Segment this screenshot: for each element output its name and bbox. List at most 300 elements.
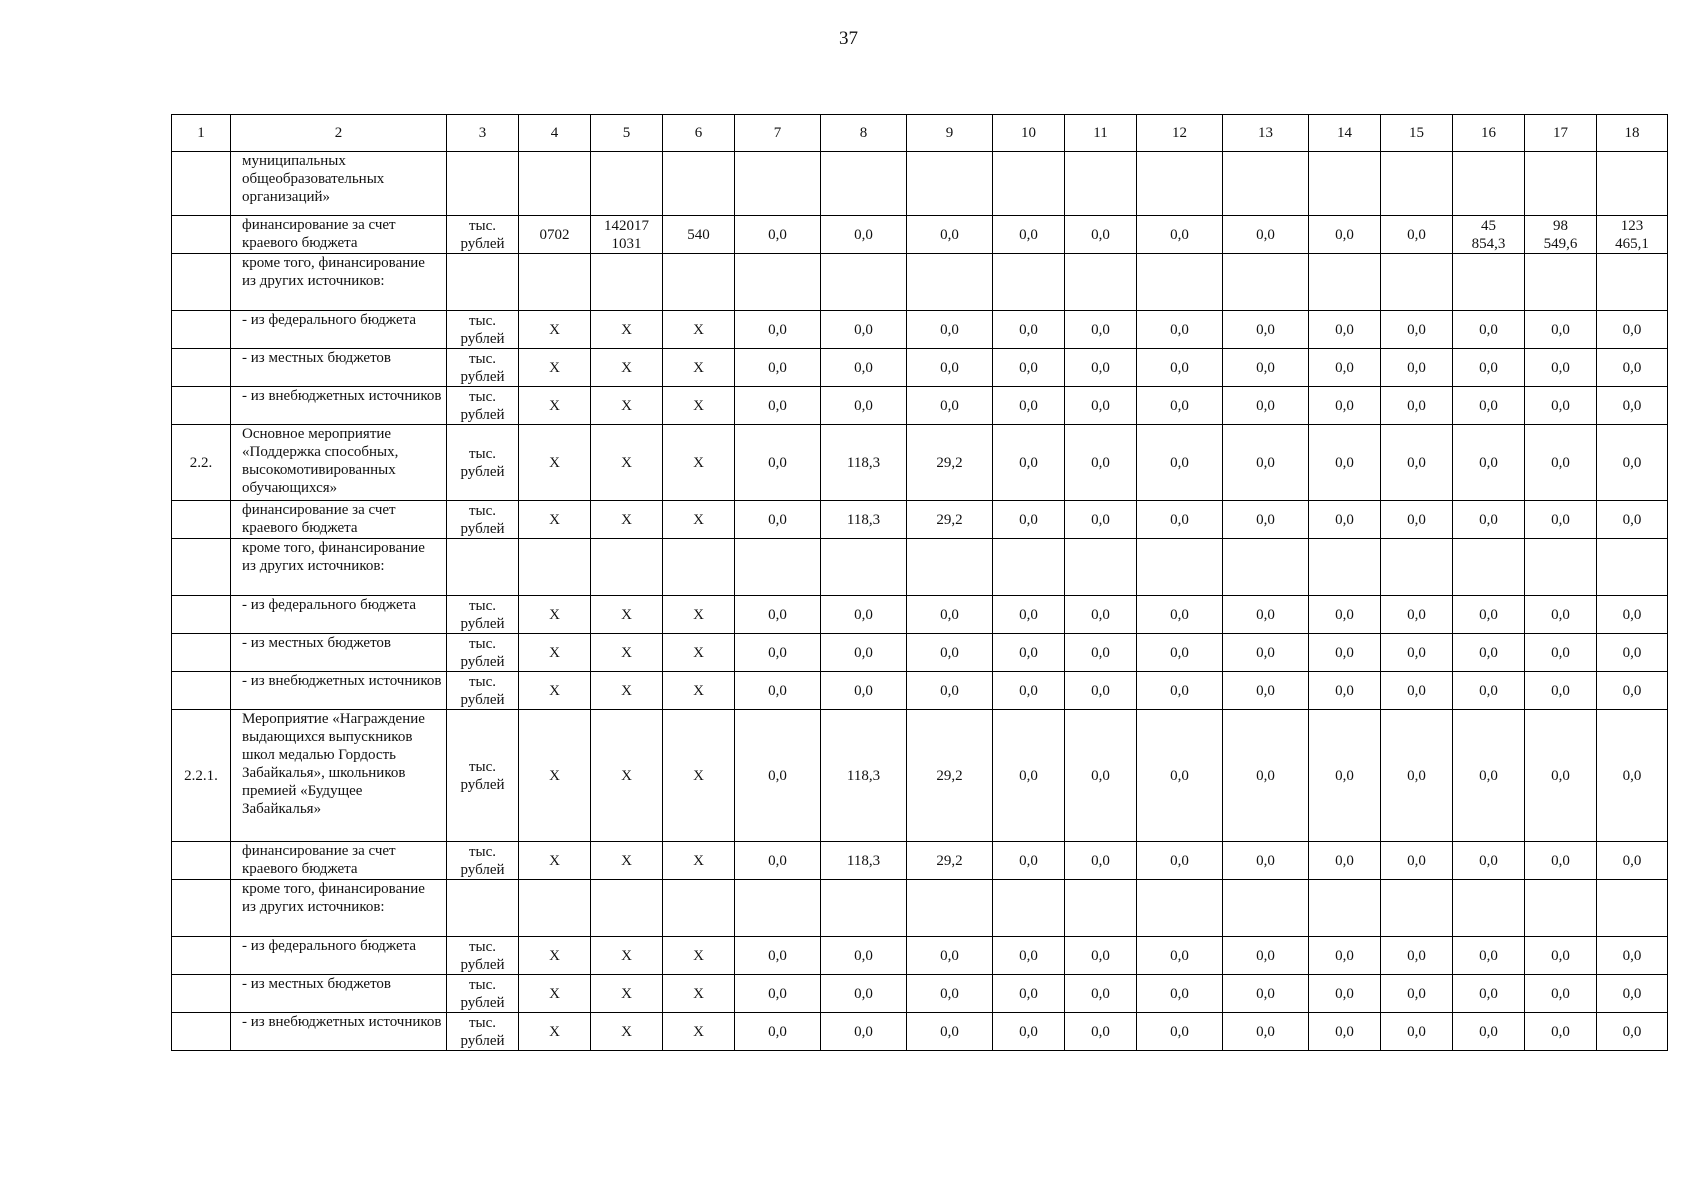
row-value: 0,0 (1137, 387, 1223, 425)
row-value: 0,0 (1525, 501, 1597, 539)
row-value: 0,0 (735, 1013, 821, 1051)
row-value: 0,0 (1453, 842, 1525, 880)
row-value: 0,0 (1381, 937, 1453, 975)
header-cell: 11 (1065, 115, 1137, 152)
table-row (172, 501, 1668, 539)
row-value (1223, 880, 1309, 937)
row-value: 0,0 (1137, 1013, 1223, 1051)
row-code-6: Х (663, 596, 735, 634)
row-code-4 (519, 880, 591, 937)
row-code-4: Х (519, 975, 591, 1013)
row-value: 0,0 (1597, 311, 1668, 349)
header-cell: 9 (907, 115, 993, 152)
row-code-6: Х (663, 501, 735, 539)
row-value: 0,0 (907, 672, 993, 710)
row-value: 0,0 (907, 216, 993, 254)
row-name: - из федерального бюджета (231, 311, 447, 349)
row-number (172, 152, 231, 216)
row-value: 118,3 (821, 710, 907, 842)
row-value: 0,0 (1309, 842, 1381, 880)
row-value: 0,0 (1137, 425, 1223, 501)
row-value: 45 854,3 (1453, 216, 1525, 254)
row-code-6: Х (663, 634, 735, 672)
row-name: - из федерального бюджета (231, 937, 447, 975)
header-cell: 3 (447, 115, 519, 152)
row-code-5 (591, 880, 663, 937)
row-value (993, 152, 1065, 216)
row-value (1137, 539, 1223, 596)
table-row (172, 349, 1668, 387)
row-value: 0,0 (993, 425, 1065, 501)
row-name: Мероприятие «Награждение выдающихся выпускников школ медалью Гордость Забайкалья», школьников премией «Будущее Забайкалья» (231, 710, 447, 842)
row-value: 0,0 (993, 596, 1065, 634)
row-value: 0,0 (993, 710, 1065, 842)
row-code-5: Х (591, 710, 663, 842)
row-value: 0,0 (1597, 425, 1668, 501)
row-value (1525, 539, 1597, 596)
table-row (172, 387, 1668, 425)
row-number (172, 880, 231, 937)
row-value: 0,0 (821, 975, 907, 1013)
row-value (1597, 152, 1668, 216)
row-value (1381, 254, 1453, 311)
row-value (1065, 880, 1137, 937)
row-value: 0,0 (907, 349, 993, 387)
row-value: 0,0 (735, 349, 821, 387)
row-value: 0,0 (1065, 1013, 1137, 1051)
row-value: 0,0 (1309, 937, 1381, 975)
row-value: 0,0 (1381, 710, 1453, 842)
row-value (907, 254, 993, 311)
row-unit: тыс. рублей (447, 1013, 519, 1051)
row-value: 0,0 (821, 1013, 907, 1051)
row-value: 0,0 (993, 1013, 1065, 1051)
row-value: 29,2 (907, 501, 993, 539)
row-value: 0,0 (993, 387, 1065, 425)
row-unit: тыс. рублей (447, 349, 519, 387)
row-code-4 (519, 152, 591, 216)
row-value (1309, 880, 1381, 937)
row-value: 0,0 (1525, 1013, 1597, 1051)
row-number (172, 216, 231, 254)
row-value: 0,0 (1223, 1013, 1309, 1051)
row-value: 0,0 (821, 216, 907, 254)
row-value: 0,0 (993, 634, 1065, 672)
header-cell: 4 (519, 115, 591, 152)
row-value: 0,0 (1065, 710, 1137, 842)
row-code-4: Х (519, 596, 591, 634)
row-code-6: Х (663, 672, 735, 710)
row-name: - из внебюджетных источников (231, 672, 447, 710)
row-number (172, 842, 231, 880)
row-value (1597, 880, 1668, 937)
row-code-4 (519, 539, 591, 596)
row-code-5: 142017 1031 (591, 216, 663, 254)
row-value: 0,0 (1597, 842, 1668, 880)
row-unit: тыс. рублей (447, 311, 519, 349)
row-value: 0,0 (993, 975, 1065, 1013)
row-value: 0,0 (1453, 1013, 1525, 1051)
row-value: 0,0 (735, 425, 821, 501)
row-value: 0,0 (1223, 634, 1309, 672)
row-code-6 (663, 254, 735, 311)
table-row (172, 634, 1668, 672)
row-value: 98 549,6 (1525, 216, 1597, 254)
row-value (993, 880, 1065, 937)
row-unit: тыс. рублей (447, 975, 519, 1013)
row-value (1309, 539, 1381, 596)
row-value: 0,0 (907, 634, 993, 672)
row-code-6: Х (663, 975, 735, 1013)
row-value: 0,0 (1525, 842, 1597, 880)
row-value: 0,0 (1223, 975, 1309, 1013)
row-value: 0,0 (1453, 387, 1525, 425)
row-number: 2.2. (172, 425, 231, 501)
row-value: 0,0 (1137, 349, 1223, 387)
row-code-5 (591, 254, 663, 311)
row-value: 0,0 (1223, 387, 1309, 425)
row-unit: тыс. рублей (447, 501, 519, 539)
row-value: 0,0 (1597, 1013, 1668, 1051)
row-value (821, 539, 907, 596)
row-value: 0,0 (1137, 311, 1223, 349)
row-number (172, 672, 231, 710)
row-value: 0,0 (1137, 710, 1223, 842)
header-row (172, 115, 1668, 152)
row-value (1525, 880, 1597, 937)
row-name: финансирование за счет краевого бюджета (231, 842, 447, 880)
row-value: 29,2 (907, 842, 993, 880)
row-value: 29,2 (907, 710, 993, 842)
row-value: 0,0 (1309, 387, 1381, 425)
table-row (172, 1013, 1668, 1051)
header-cell: 10 (993, 115, 1065, 152)
row-code-4: Х (519, 501, 591, 539)
row-value (907, 539, 993, 596)
row-value: 0,0 (907, 1013, 993, 1051)
row-value: 0,0 (735, 311, 821, 349)
row-value: 0,0 (1223, 937, 1309, 975)
row-number (172, 349, 231, 387)
row-value: 0,0 (821, 387, 907, 425)
row-value (1065, 152, 1137, 216)
row-value: 0,0 (907, 975, 993, 1013)
row-code-5: Х (591, 672, 663, 710)
row-value: 0,0 (1525, 710, 1597, 842)
row-value: 0,0 (1309, 216, 1381, 254)
row-value: 0,0 (821, 672, 907, 710)
row-code-5: Х (591, 842, 663, 880)
row-value: 0,0 (1223, 842, 1309, 880)
row-value: 0,0 (1309, 349, 1381, 387)
row-value: 118,3 (821, 425, 907, 501)
row-value: 0,0 (1223, 596, 1309, 634)
row-name: кроме того, финансирование из других источников: (231, 254, 447, 311)
row-value (993, 254, 1065, 311)
row-value: 0,0 (735, 672, 821, 710)
row-number (172, 387, 231, 425)
header-cell: 14 (1309, 115, 1381, 152)
row-unit (447, 152, 519, 216)
row-value: 0,0 (1065, 387, 1137, 425)
row-code-6: Х (663, 710, 735, 842)
row-code-4: Х (519, 349, 591, 387)
header-cell: 15 (1381, 115, 1453, 152)
row-number: 2.2.1. (172, 710, 231, 842)
row-value: 0,0 (1309, 1013, 1381, 1051)
row-value (1137, 152, 1223, 216)
row-value (1223, 254, 1309, 311)
row-value (1065, 254, 1137, 311)
row-value: 0,0 (1453, 425, 1525, 501)
row-value: 0,0 (1137, 634, 1223, 672)
table-row (172, 152, 1668, 216)
row-name: - из местных бюджетов (231, 975, 447, 1013)
row-unit: тыс. рублей (447, 842, 519, 880)
row-value: 0,0 (1381, 596, 1453, 634)
row-code-6: Х (663, 937, 735, 975)
row-unit: тыс. рублей (447, 634, 519, 672)
row-value: 0,0 (1453, 634, 1525, 672)
header-cell: 6 (663, 115, 735, 152)
row-code-4: 0702 (519, 216, 591, 254)
row-value: 0,0 (1525, 596, 1597, 634)
row-value: 0,0 (1597, 937, 1668, 975)
table-row (172, 311, 1668, 349)
row-value (1453, 152, 1525, 216)
header-cell: 7 (735, 115, 821, 152)
row-value: 123 465,1 (1597, 216, 1668, 254)
row-value: 0,0 (1381, 425, 1453, 501)
row-value: 0,0 (1223, 425, 1309, 501)
row-value: 0,0 (993, 216, 1065, 254)
row-number (172, 311, 231, 349)
row-value: 0,0 (993, 501, 1065, 539)
header-cell: 2 (231, 115, 447, 152)
row-code-4: Х (519, 387, 591, 425)
row-code-4: Х (519, 842, 591, 880)
row-value: 0,0 (1065, 672, 1137, 710)
header-cell: 18 (1597, 115, 1668, 152)
row-number (172, 1013, 231, 1051)
row-value: 0,0 (1525, 672, 1597, 710)
row-value: 0,0 (1065, 349, 1137, 387)
row-code-4 (519, 254, 591, 311)
row-value: 0,0 (735, 501, 821, 539)
row-name: кроме того, финансирование из других источников: (231, 539, 447, 596)
row-value: 0,0 (1525, 349, 1597, 387)
row-value: 0,0 (1065, 596, 1137, 634)
row-value: 0,0 (1453, 311, 1525, 349)
table-row (172, 880, 1668, 937)
row-value: 0,0 (735, 596, 821, 634)
row-unit (447, 539, 519, 596)
row-value: 0,0 (1525, 311, 1597, 349)
row-unit: тыс. рублей (447, 425, 519, 501)
row-value (1065, 539, 1137, 596)
row-number (172, 254, 231, 311)
row-value (1137, 254, 1223, 311)
row-name: - из федерального бюджета (231, 596, 447, 634)
row-value: 0,0 (1137, 216, 1223, 254)
row-code-5: Х (591, 596, 663, 634)
row-code-4: Х (519, 311, 591, 349)
row-value (1597, 254, 1668, 311)
row-value (1309, 152, 1381, 216)
row-name: финансирование за счет краевого бюджета (231, 216, 447, 254)
row-value: 0,0 (735, 387, 821, 425)
header-cell: 8 (821, 115, 907, 152)
row-value: 0,0 (1137, 842, 1223, 880)
row-value: 0,0 (1381, 842, 1453, 880)
row-value: 0,0 (735, 842, 821, 880)
row-code-4: Х (519, 937, 591, 975)
table-row (172, 254, 1668, 311)
row-name: финансирование за счет краевого бюджета (231, 501, 447, 539)
row-value (735, 254, 821, 311)
row-value: 0,0 (821, 596, 907, 634)
row-code-5: Х (591, 501, 663, 539)
row-number (172, 596, 231, 634)
row-code-5 (591, 152, 663, 216)
row-value (1525, 152, 1597, 216)
row-value: 0,0 (993, 311, 1065, 349)
row-name: - из внебюджетных источников (231, 1013, 447, 1051)
row-value: 0,0 (1597, 975, 1668, 1013)
row-value (1137, 880, 1223, 937)
row-value (1223, 539, 1309, 596)
row-value: 0,0 (1137, 937, 1223, 975)
table-body (172, 115, 1668, 1051)
row-value: 0,0 (1381, 349, 1453, 387)
row-code-6: Х (663, 349, 735, 387)
row-value (735, 880, 821, 937)
row-value: 0,0 (1597, 596, 1668, 634)
row-number (172, 634, 231, 672)
row-value: 0,0 (1223, 501, 1309, 539)
row-value: 0,0 (1453, 596, 1525, 634)
row-name: муниципальных общеобразовательных организаций» (231, 152, 447, 216)
row-unit: тыс. рублей (447, 672, 519, 710)
row-value: 0,0 (1381, 501, 1453, 539)
row-value: 0,0 (1453, 672, 1525, 710)
row-value: 118,3 (821, 842, 907, 880)
row-value: 0,0 (1065, 937, 1137, 975)
row-value: 0,0 (1453, 501, 1525, 539)
budget-table (171, 114, 1668, 1051)
row-value: 0,0 (1065, 501, 1137, 539)
row-value: 0,0 (1453, 710, 1525, 842)
row-value (1597, 539, 1668, 596)
row-code-6 (663, 880, 735, 937)
row-value: 0,0 (1597, 634, 1668, 672)
row-code-5: Х (591, 387, 663, 425)
row-unit (447, 254, 519, 311)
row-number (172, 501, 231, 539)
row-value: 0,0 (1381, 311, 1453, 349)
row-value: 0,0 (1137, 596, 1223, 634)
row-value (907, 152, 993, 216)
row-value: 0,0 (735, 937, 821, 975)
row-value: 0,0 (1309, 672, 1381, 710)
header-cell: 5 (591, 115, 663, 152)
row-number (172, 937, 231, 975)
row-code-6 (663, 152, 735, 216)
row-code-6: 540 (663, 216, 735, 254)
row-code-6 (663, 539, 735, 596)
row-name: Основное мероприятие «Поддержка способных, высокомотивированных обучающихся» (231, 425, 447, 501)
row-code-4: Х (519, 425, 591, 501)
row-value: 0,0 (1453, 349, 1525, 387)
row-value: 29,2 (907, 425, 993, 501)
table-row (172, 596, 1668, 634)
row-code-5: Х (591, 634, 663, 672)
row-value: 0,0 (1525, 425, 1597, 501)
row-value: 0,0 (735, 216, 821, 254)
row-value: 0,0 (1065, 842, 1137, 880)
row-value: 0,0 (1597, 710, 1668, 842)
row-value: 0,0 (1381, 387, 1453, 425)
table-row (172, 710, 1668, 842)
row-value (1453, 254, 1525, 311)
row-value: 0,0 (993, 349, 1065, 387)
row-code-6: Х (663, 387, 735, 425)
row-value (907, 880, 993, 937)
row-number (172, 975, 231, 1013)
row-number (172, 539, 231, 596)
row-value: 0,0 (1137, 975, 1223, 1013)
row-value: 0,0 (1309, 501, 1381, 539)
row-value: 0,0 (821, 311, 907, 349)
row-value: 0,0 (1065, 216, 1137, 254)
row-value: 0,0 (907, 311, 993, 349)
row-value: 0,0 (1309, 425, 1381, 501)
row-value (1381, 539, 1453, 596)
row-name: - из местных бюджетов (231, 634, 447, 672)
page-number: 37 (839, 28, 858, 49)
row-unit: тыс. рублей (447, 596, 519, 634)
row-value (735, 152, 821, 216)
row-unit: тыс. рублей (447, 937, 519, 975)
row-value: 0,0 (993, 937, 1065, 975)
row-value: 0,0 (1223, 672, 1309, 710)
row-value (1453, 880, 1525, 937)
row-value (1381, 152, 1453, 216)
row-value (1223, 152, 1309, 216)
row-value: 0,0 (1525, 975, 1597, 1013)
row-unit (447, 880, 519, 937)
table-row (172, 216, 1668, 254)
row-value: 0,0 (1309, 311, 1381, 349)
row-value: 0,0 (821, 937, 907, 975)
row-value: 0,0 (1597, 501, 1668, 539)
row-code-5: Х (591, 425, 663, 501)
row-value (1381, 880, 1453, 937)
row-value: 0,0 (907, 937, 993, 975)
row-value: 0,0 (1597, 349, 1668, 387)
header-cell: 1 (172, 115, 231, 152)
row-value: 0,0 (993, 672, 1065, 710)
row-value: 0,0 (1065, 634, 1137, 672)
row-code-5 (591, 539, 663, 596)
row-code-5: Х (591, 937, 663, 975)
row-value: 0,0 (821, 634, 907, 672)
row-name: - из внебюджетных источников (231, 387, 447, 425)
row-value (993, 539, 1065, 596)
header-cell: 17 (1525, 115, 1597, 152)
row-value: 0,0 (1137, 672, 1223, 710)
row-value: 0,0 (735, 710, 821, 842)
